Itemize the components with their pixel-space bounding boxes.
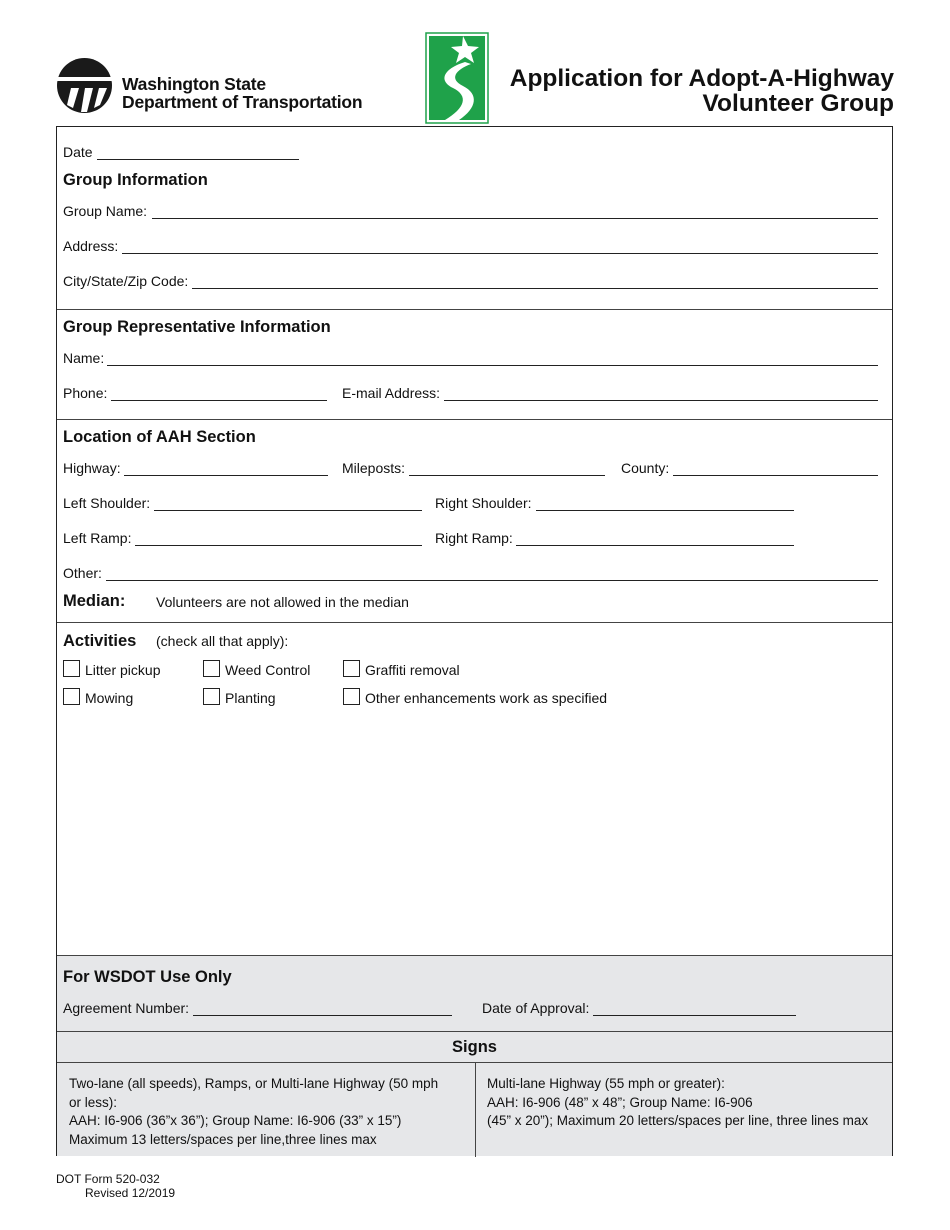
- mileposts-label: Mileposts:: [342, 460, 406, 476]
- approval-date-label: Date of Approval:: [482, 1000, 590, 1016]
- other-label: Other:: [63, 565, 102, 581]
- mileposts-field[interactable]: [409, 475, 605, 476]
- median-note: Volunteers are not allowed in the median: [156, 594, 409, 610]
- title-line-2: Volunteer Group: [702, 90, 894, 117]
- signs-column-divider: [475, 1063, 476, 1157]
- wsdot-heading: For WSDOT Use Only: [63, 968, 232, 986]
- signs-heading: Signs: [452, 1038, 497, 1056]
- address-label: Address:: [63, 238, 119, 254]
- phone-label: Phone:: [63, 385, 108, 401]
- city-state-zip-field[interactable]: [192, 288, 878, 289]
- org-line-2: Department of Transportation: [122, 92, 363, 112]
- phone-field[interactable]: [111, 400, 327, 401]
- location-section: [57, 419, 892, 622]
- application-form: [56, 126, 893, 1156]
- other-field[interactable]: [106, 580, 878, 581]
- graffiti-removal-checkbox[interactable]: [343, 660, 360, 677]
- rep-name-label: Name:: [63, 350, 105, 366]
- signs-right-line-2: AAH: I6-906 (48” x 48”; Group Name: I6-906: [487, 1094, 753, 1110]
- revision-date: Revised 12/2019: [85, 1186, 176, 1200]
- median-label: Median:: [63, 592, 126, 610]
- signs-right-line-1: Multi-lane Highway (55 mph or greater):: [487, 1076, 725, 1091]
- weed-control-checkbox[interactable]: [203, 660, 220, 677]
- county-label: County:: [621, 460, 670, 476]
- other-enhancements-label: Other enhancements work as specified: [365, 690, 608, 706]
- date-label: Date: [63, 144, 93, 160]
- graffiti-removal-label: Graffiti removal: [365, 662, 460, 678]
- group-information-section: [57, 127, 892, 309]
- representative-section: [57, 309, 892, 419]
- group-name-field[interactable]: [152, 218, 878, 219]
- email-field[interactable]: [444, 400, 878, 401]
- address-field[interactable]: [122, 253, 878, 254]
- agreement-number-field[interactable]: [193, 1015, 452, 1016]
- signs-right-line-3: (45” x 20”); Maximum 20 letters/spaces per line, three lines max: [487, 1113, 869, 1128]
- litter-pickup-checkbox[interactable]: [63, 660, 80, 677]
- page-title: [510, 66, 894, 116]
- right-shoulder-field[interactable]: [536, 510, 794, 511]
- signs-right-text: [487, 1075, 889, 1131]
- agreement-number-label: Agreement Number:: [63, 1000, 190, 1016]
- mowing-checkbox[interactable]: [63, 688, 80, 705]
- activities-heading: Activities: [63, 632, 137, 650]
- right-ramp-field[interactable]: [516, 545, 794, 546]
- form-number: DOT Form 520-032: [56, 1172, 160, 1186]
- wsdot-use-section: [57, 955, 892, 1031]
- signs-left-line-4: Maximum 13 letters/spaces per line,three lines max: [69, 1131, 377, 1147]
- signs-body: [57, 1062, 892, 1156]
- group-information-heading: Group Information: [63, 171, 208, 189]
- right-shoulder-label: Right Shoulder:: [435, 495, 532, 511]
- city-state-zip-label: City/State/Zip Code:: [63, 273, 189, 289]
- left-shoulder-label: Left Shoulder:: [63, 495, 151, 511]
- approval-date-field[interactable]: [593, 1015, 796, 1016]
- title-line-1: Application for Adopt-A-Highway: [509, 65, 894, 92]
- mowing-label: Mowing: [85, 690, 134, 706]
- signs-left-line-3: AAH: I6-906 (36”x 36”); Group Name: I6-906 (33” x 15”): [69, 1113, 402, 1128]
- location-heading: Location of AAH Section: [63, 428, 256, 446]
- signs-left-line-1: Two-lane (all speeds), Ramps, or Multi-lane Highway (50 mph: [69, 1076, 439, 1091]
- activities-section: [57, 622, 892, 955]
- rep-name-field[interactable]: [107, 365, 878, 366]
- signs-header: [57, 1031, 892, 1062]
- wsdot-logo-icon: [57, 58, 112, 113]
- date-field[interactable]: [97, 159, 299, 160]
- representative-heading: Group Representative Information: [63, 318, 331, 336]
- signs-left-line-2: or less):: [69, 1094, 118, 1110]
- weed-control-label: Weed Control: [225, 662, 311, 678]
- highway-label: Highway:: [63, 460, 121, 476]
- group-name-label: Group Name:: [63, 203, 148, 219]
- litter-pickup-label: Litter pickup: [85, 662, 161, 678]
- adopt-a-highway-emblem-icon: [425, 32, 489, 124]
- left-ramp-field[interactable]: [135, 545, 422, 546]
- org-line-1: Washington State: [122, 74, 266, 94]
- activities-note: (check all that apply):: [156, 633, 289, 649]
- county-field[interactable]: [673, 475, 878, 476]
- highway-field[interactable]: [124, 475, 328, 476]
- form-footer: [56, 1172, 175, 1200]
- planting-checkbox[interactable]: [203, 688, 220, 705]
- planting-label: Planting: [225, 690, 276, 706]
- signs-left-text: [69, 1075, 469, 1149]
- other-enhancements-checkbox[interactable]: [343, 688, 360, 705]
- right-ramp-label: Right Ramp:: [435, 530, 513, 546]
- left-ramp-label: Left Ramp:: [63, 530, 132, 546]
- email-label: E-mail Address:: [342, 385, 441, 401]
- organization-name: [122, 75, 362, 111]
- page-header: [0, 0, 950, 127]
- left-shoulder-field[interactable]: [154, 510, 422, 511]
